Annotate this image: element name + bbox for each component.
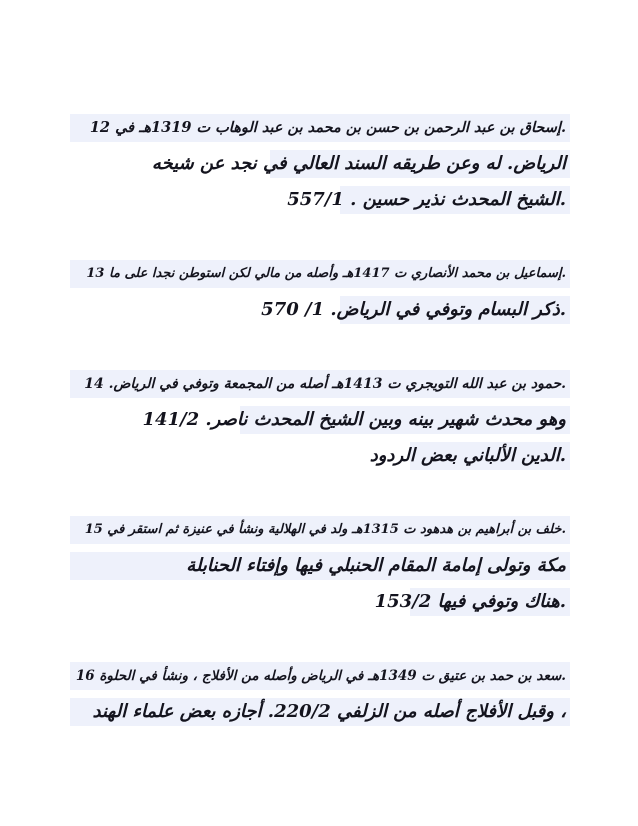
entry-15 bbox=[70, 512, 570, 620]
entry-text: .الشيخ المحدث نذير حسين . 557/1 bbox=[287, 189, 566, 210]
entry-12 bbox=[70, 110, 570, 218]
entry-line bbox=[70, 366, 570, 402]
entry-text: .إسماعيل بن محمد الأنصاري ت 1417هـ وأصله من مالي لكن استوطن نجدا على ما 13 bbox=[86, 266, 566, 281]
entry-line bbox=[70, 694, 570, 730]
entry-text: وهو محدث شهير بينه وبين الشيخ المحدث ناصر. 141/2 bbox=[142, 409, 566, 430]
entry-line bbox=[70, 658, 570, 694]
entry-13 bbox=[70, 256, 570, 328]
entry-text: ، وقبل الأفلاج أصله من الزلفي 220/2. أجازه بعض علماء الهند bbox=[92, 701, 566, 722]
entry-line bbox=[70, 548, 570, 584]
entry-text: الرياض. له وعن طريقه السند العالي في نجد عن شيخه bbox=[151, 153, 566, 174]
entry-text: .إسحاق بن عبد الرحمن بن حسن بن محمد بن عبد الوهاب ت 1319هـ في 12 bbox=[89, 119, 566, 136]
entry-line bbox=[70, 584, 570, 620]
entry-text: .حمود بن عبد الله التويجري ت 1413هـ أصله من المجمعة وتوفي في الرياض. 14 bbox=[84, 376, 566, 392]
entry-text: .سعد بن حمد بن عتيق ت 1349هـ في الرياض وأصله من الأفلاج ، ونشأ في الحلوة 16 bbox=[75, 668, 566, 684]
entry-line bbox=[70, 146, 570, 182]
entry-line bbox=[70, 256, 570, 292]
entry-line bbox=[70, 182, 570, 218]
entry-text: مكة وتولى إمامة المقام الحنبلي فيها وإفتاء الحنابلة bbox=[186, 555, 566, 576]
entry-16 bbox=[70, 658, 570, 730]
entry-text: .خلف بن أبراهيم بن هدهود ت 1315هـ ولد في الهلالية ونشأ في عنيزة ثم استقر في 15 bbox=[84, 522, 566, 537]
entry-text: .هناك وتوفي فيها 153/2 bbox=[374, 591, 566, 612]
entry-line bbox=[70, 512, 570, 548]
entry-line bbox=[70, 402, 570, 438]
entry-14 bbox=[70, 366, 570, 474]
entry-text: .ذكر البسام وتوفي في الرياض. 1/ 570 bbox=[261, 299, 566, 320]
entry-line bbox=[70, 438, 570, 474]
entry-text: .الدين الألباني بعض الردود bbox=[369, 445, 566, 466]
entry-line bbox=[70, 110, 570, 146]
entry-line bbox=[70, 292, 570, 328]
